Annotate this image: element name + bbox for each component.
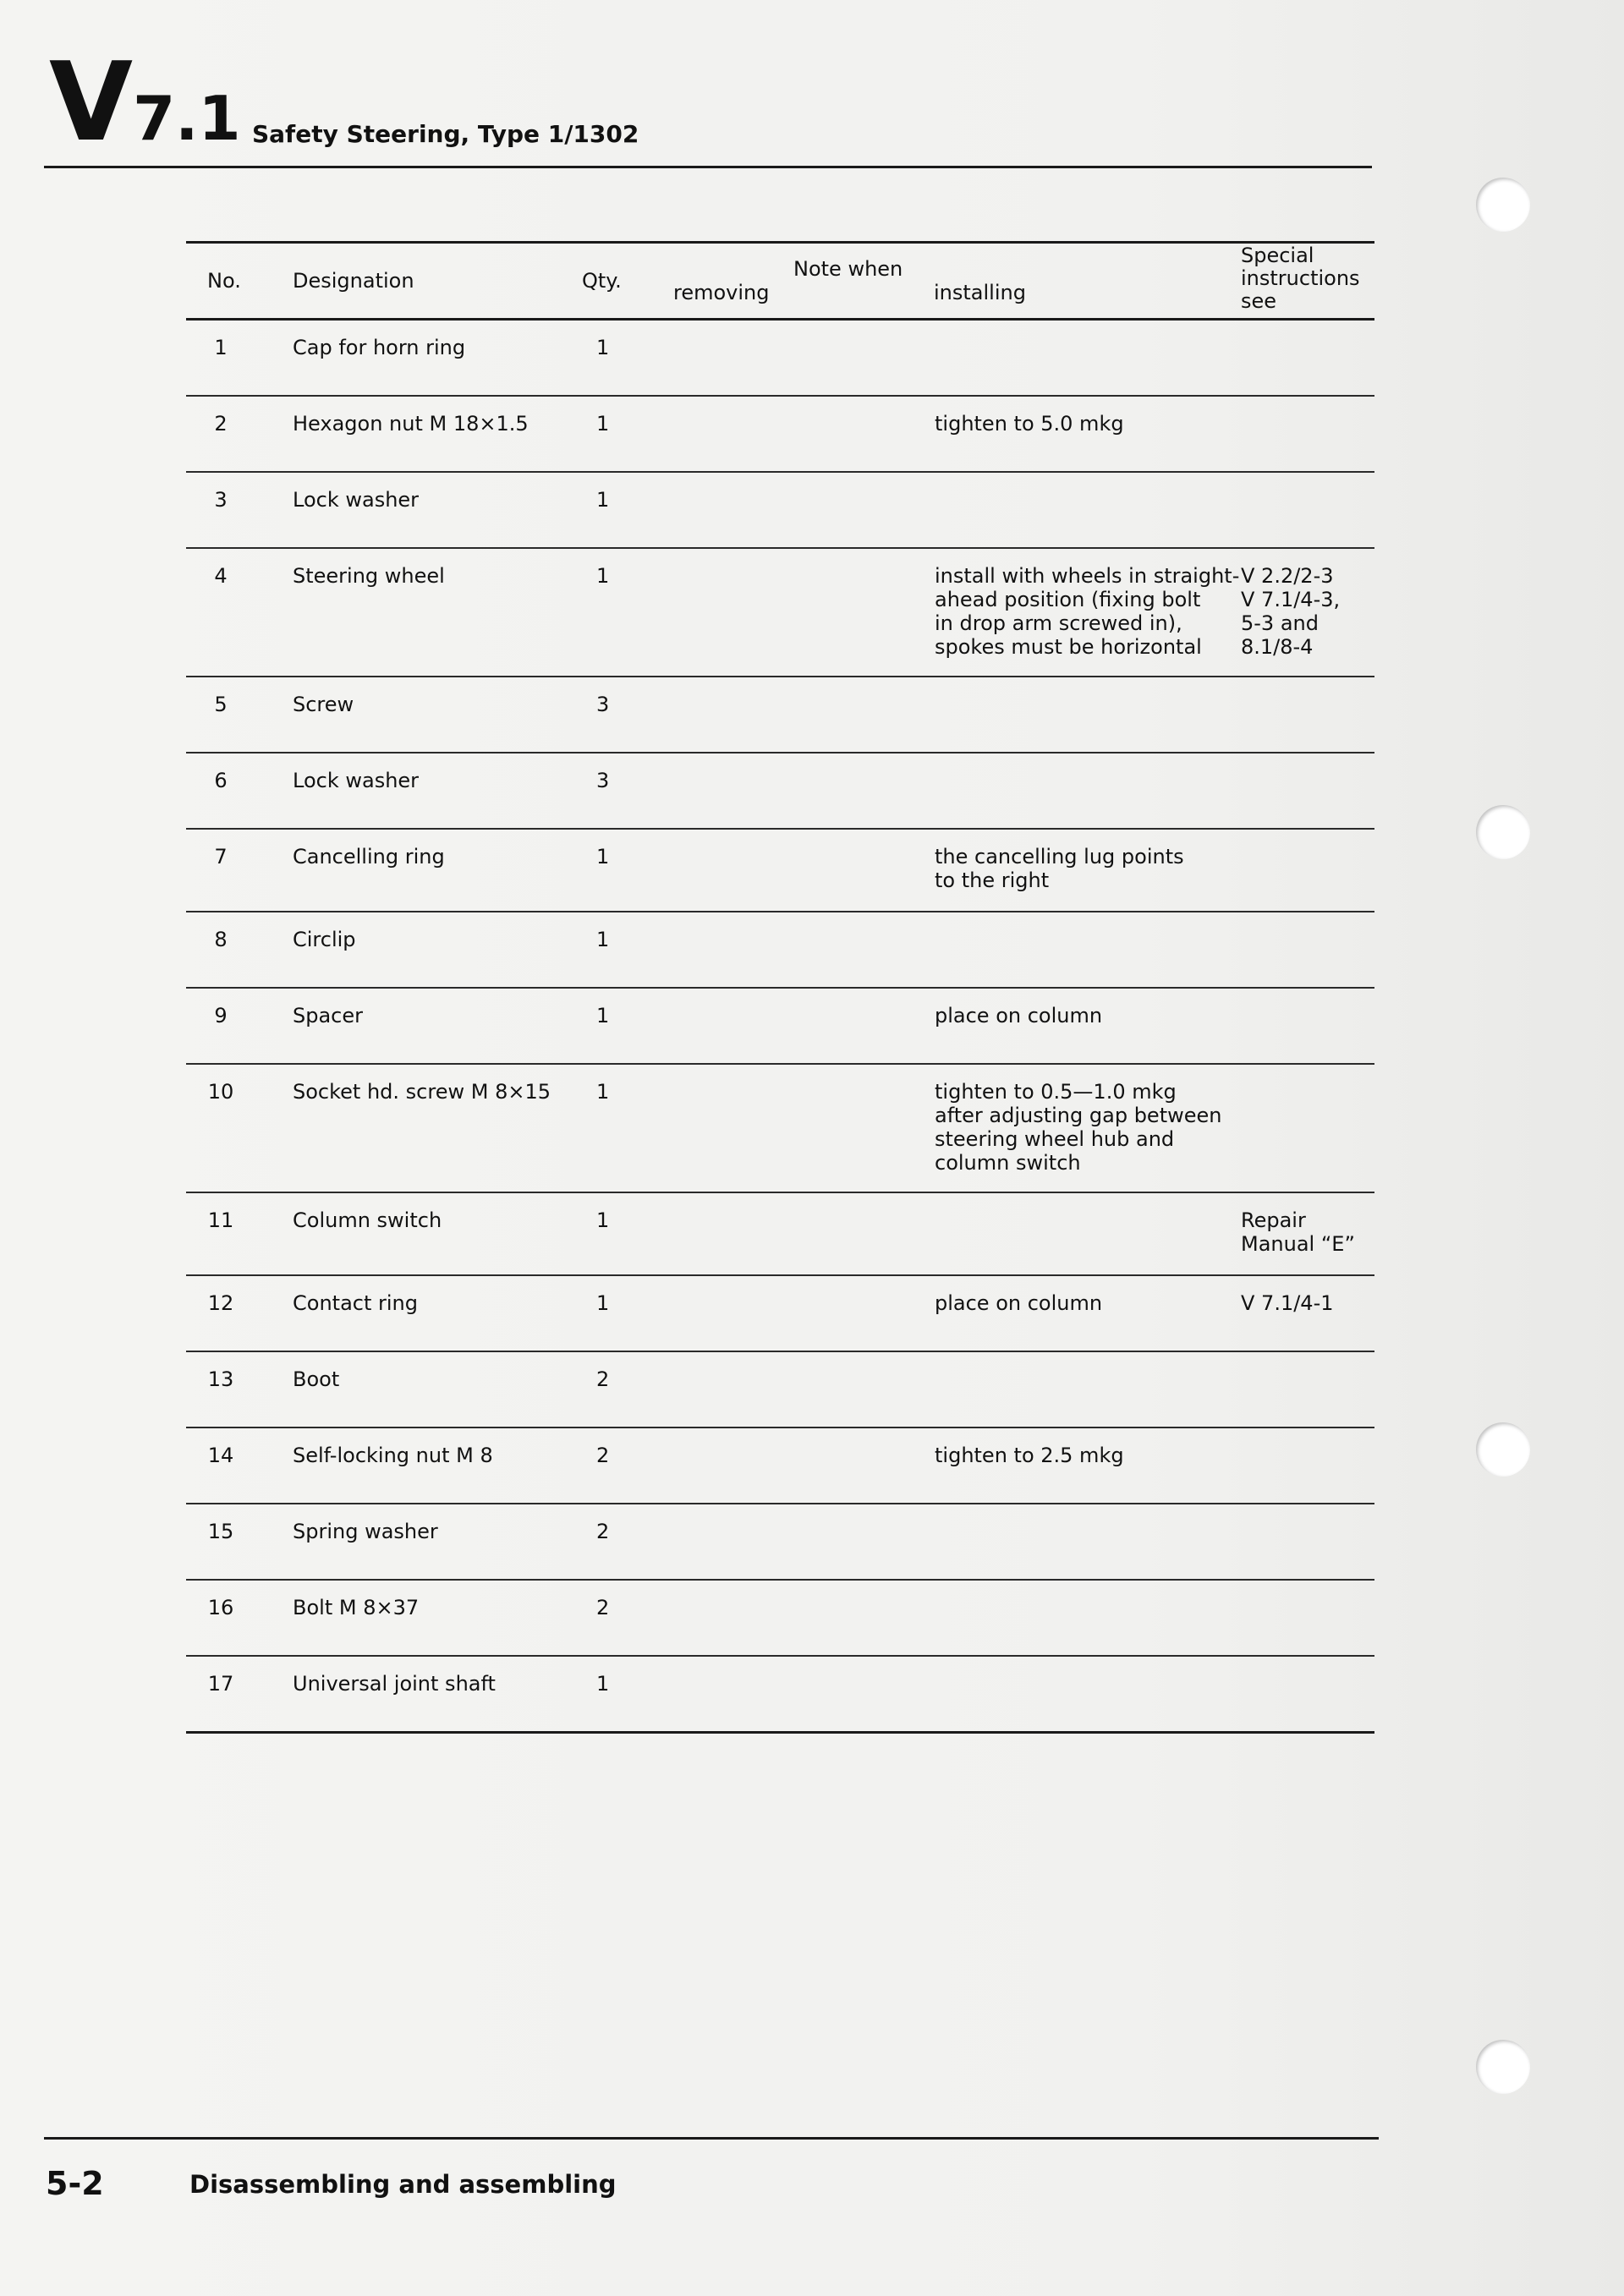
item-designation: Boot xyxy=(293,1367,340,1391)
item-number: 8 xyxy=(214,928,228,951)
special-instructions-line: 5-3 and xyxy=(1241,611,1319,635)
item-number: 3 xyxy=(214,488,228,512)
special-instructions-line: V 7.1/4-1 xyxy=(1241,1291,1334,1315)
item-quantity: 1 xyxy=(596,1672,610,1696)
item-number: 6 xyxy=(214,769,228,792)
item-number: 10 xyxy=(207,1080,234,1104)
footer-divider xyxy=(44,2137,1379,2140)
item-designation: Steering wheel xyxy=(293,564,445,588)
row-divider xyxy=(186,1731,1374,1734)
item-designation: Circlip xyxy=(293,928,356,951)
header-note-when: Note when xyxy=(793,257,903,281)
table-row xyxy=(186,1193,1374,1274)
item-number: 17 xyxy=(207,1672,234,1696)
installing-note-line: install with wheels in straight- xyxy=(935,564,1240,588)
item-number: 14 xyxy=(207,1444,234,1467)
item-number: 9 xyxy=(214,1004,228,1027)
item-number: 7 xyxy=(214,845,228,869)
item-number: 16 xyxy=(207,1596,234,1619)
item-number: 15 xyxy=(207,1520,234,1543)
table-row xyxy=(186,830,1374,911)
installing-note-line: to the right xyxy=(935,869,1050,892)
page-number: 5-2 xyxy=(46,2165,104,2202)
table-row xyxy=(186,549,1374,676)
installing-note-line: tighten to 0.5—1.0 mkg xyxy=(935,1080,1177,1104)
installing-note-line: place on column xyxy=(935,1291,1103,1315)
table-row xyxy=(186,677,1374,752)
table-row xyxy=(186,1504,1374,1579)
table-row xyxy=(186,321,1374,395)
section-logo xyxy=(49,40,241,166)
installing-note-line: ahead position (fixing bolt xyxy=(935,588,1201,611)
installing-note xyxy=(935,564,1239,659)
table-row xyxy=(186,1581,1374,1655)
installing-note xyxy=(935,1004,1102,1027)
installing-note xyxy=(935,1291,1102,1315)
binder-hole xyxy=(1476,1422,1530,1477)
item-designation: Lock washer xyxy=(293,488,420,512)
header-installing: installing xyxy=(934,281,1026,304)
item-designation: Screw xyxy=(293,693,354,716)
item-quantity: 2 xyxy=(596,1520,610,1543)
item-designation: Spring washer xyxy=(293,1520,438,1543)
table-row xyxy=(186,753,1374,828)
special-instructions-line: Manual “E” xyxy=(1241,1232,1355,1256)
installing-note-line: column switch xyxy=(935,1151,1081,1175)
installing-note-line: place on column xyxy=(935,1004,1103,1027)
item-designation: Cap for horn ring xyxy=(293,336,466,359)
item-number: 12 xyxy=(207,1291,234,1315)
special-instructions xyxy=(1241,1291,1334,1315)
special-instructions-line: 8.1/8-4 xyxy=(1241,635,1314,659)
footer-title: Disassembling and assembling xyxy=(189,2170,617,2199)
item-quantity: 2 xyxy=(596,1596,610,1619)
installing-note xyxy=(935,1080,1221,1175)
item-quantity: 2 xyxy=(596,1367,610,1391)
table-row xyxy=(186,989,1374,1063)
table-row xyxy=(186,1276,1374,1351)
page-title: Safety Steering, Type 1/1302 xyxy=(252,120,639,148)
item-quantity: 1 xyxy=(596,1004,610,1027)
installing-note-line: after adjusting gap between xyxy=(935,1104,1222,1127)
table-row xyxy=(186,912,1374,987)
table-body xyxy=(186,321,1374,1734)
header-removing: removing xyxy=(673,281,770,304)
item-designation: Cancelling ring xyxy=(293,845,445,869)
table-row xyxy=(186,1428,1374,1503)
special-instructions-line: V 2.2/2-3 xyxy=(1241,564,1334,588)
item-designation: Contact ring xyxy=(293,1291,418,1315)
special-instructions-line: Repair xyxy=(1241,1208,1306,1232)
table-row xyxy=(186,473,1374,547)
binder-hole xyxy=(1476,805,1530,859)
installing-note-line: spokes must be horizontal xyxy=(935,635,1202,659)
item-designation: Universal joint shaft xyxy=(293,1672,496,1696)
item-number: 1 xyxy=(214,336,228,359)
installing-note xyxy=(935,1444,1124,1467)
item-quantity: 3 xyxy=(596,693,610,716)
item-number: 11 xyxy=(207,1208,234,1232)
installing-note-line: in drop arm screwed in), xyxy=(935,611,1182,635)
item-quantity: 1 xyxy=(596,1208,610,1232)
special-instructions xyxy=(1241,564,1340,659)
header-special-line-1: Special xyxy=(1241,244,1314,267)
table-row xyxy=(186,1065,1374,1192)
installing-note-line: tighten to 5.0 mkg xyxy=(935,412,1124,436)
special-instructions xyxy=(1241,1208,1355,1256)
table-header xyxy=(186,244,1374,318)
item-designation: Bolt M 8×37 xyxy=(293,1596,420,1619)
item-number: 13 xyxy=(207,1367,234,1391)
item-number: 4 xyxy=(214,564,228,588)
item-quantity: 1 xyxy=(596,1291,610,1315)
item-quantity: 1 xyxy=(596,336,610,359)
header-special-line-2: instructions xyxy=(1241,266,1360,290)
table-row xyxy=(186,1657,1374,1731)
installing-note xyxy=(935,412,1124,436)
parts-table xyxy=(186,241,1374,1734)
item-quantity: 1 xyxy=(596,488,610,512)
installing-note-line: the cancelling lug points xyxy=(935,845,1184,869)
header-qty: Qty. xyxy=(582,269,622,293)
item-designation: Hexagon nut M 18×1.5 xyxy=(293,412,529,436)
item-quantity: 2 xyxy=(596,1444,610,1467)
item-designation: Spacer xyxy=(293,1004,364,1027)
binder-hole xyxy=(1476,2040,1530,2094)
header-divider xyxy=(44,166,1372,168)
item-designation: Self-locking nut M 8 xyxy=(293,1444,493,1467)
item-designation: Column switch xyxy=(293,1208,442,1232)
special-instructions-line: V 7.1/4-3, xyxy=(1241,588,1341,611)
table-row xyxy=(186,1352,1374,1427)
item-number: 2 xyxy=(214,412,228,436)
item-quantity: 1 xyxy=(596,928,610,951)
header-special-line-3: see xyxy=(1241,289,1277,313)
logo-letter: V xyxy=(49,40,132,166)
item-designation: Socket hd. screw M 8×15 xyxy=(293,1080,551,1104)
item-quantity: 1 xyxy=(596,845,610,869)
installing-note-line: steering wheel hub and xyxy=(935,1127,1175,1151)
item-quantity: 1 xyxy=(596,1080,610,1104)
item-designation: Lock washer xyxy=(293,769,420,792)
item-number: 5 xyxy=(214,693,228,716)
item-quantity: 1 xyxy=(596,564,610,588)
item-quantity: 1 xyxy=(596,412,610,436)
item-quantity: 3 xyxy=(596,769,610,792)
header-no: No. xyxy=(207,269,241,293)
installing-note xyxy=(935,845,1184,892)
header-designation: Designation xyxy=(293,269,414,293)
installing-note-line: tighten to 2.5 mkg xyxy=(935,1444,1124,1467)
logo-number: 7.1 xyxy=(133,83,241,154)
binder-hole xyxy=(1476,178,1530,232)
table-row xyxy=(186,397,1374,471)
